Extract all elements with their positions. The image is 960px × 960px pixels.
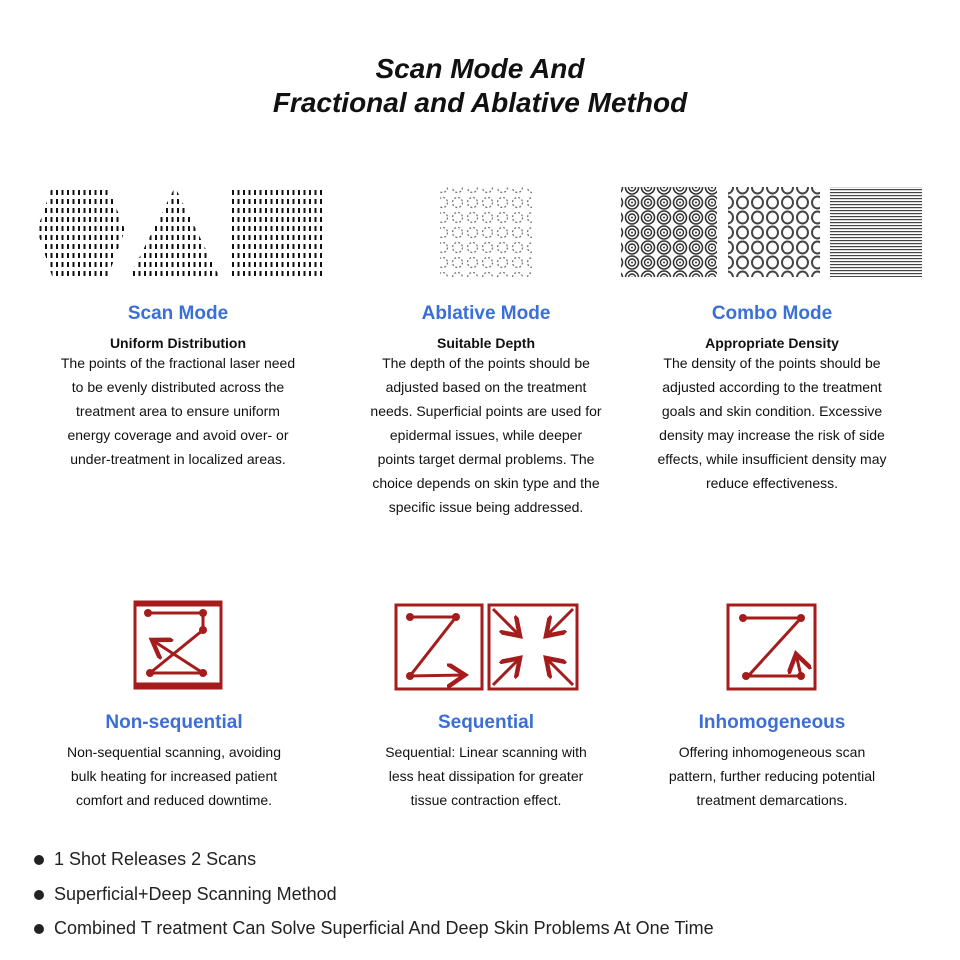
ablative-mode-section — [336, 303, 636, 519]
title-line-2: Fractional and Ablative Method — [272, 87, 688, 118]
bullet-icon — [34, 890, 44, 900]
section-heading: Combo Mode — [711, 303, 833, 324]
bullet-item — [34, 918, 714, 939]
bullet-item — [34, 849, 256, 870]
section-text: The points of the fractional laser need to be evenly distributed across the treatment area to ensure uniform energy coverage and avoid over- or under-treatment in localized areas. — [60, 355, 296, 467]
section-heading: Non-sequential — [105, 712, 243, 733]
section-text: The depth of the points should be adjusted based on the treatment needs. Superficial points are used for epidermal issues, while deeper points target dermal problems. The choice depends on skin type and the specific issue being addressed. — [370, 355, 602, 515]
section-heading: Ablative Mode — [421, 303, 551, 324]
bullet-text: Combined T reatment Can Solve Superficial And Deep Skin Problems At One Time — [54, 918, 714, 938]
spiral-pattern — [621, 187, 717, 277]
combo-mode-patterns — [621, 187, 922, 277]
bullet-icon — [34, 855, 44, 865]
triangle-pattern — [130, 187, 219, 276]
scan-mode-section — [28, 303, 328, 471]
line-pattern — [830, 187, 922, 277]
scan-mode-patterns — [37, 187, 323, 276]
section-subheading: Uniform Distribution — [109, 335, 247, 351]
hexagon-pattern — [37, 187, 125, 276]
section-text: The density of the points should be adjusted according to the treatment goals and skin condition. Excessive density may increase the risk of side effects, while insufficient density may reduce effectiveness. — [657, 355, 887, 491]
sequential-icon — [396, 605, 482, 689]
combo-mode-section — [622, 303, 922, 495]
bullet-text: Superficial+Deep Scanning Method — [54, 884, 337, 904]
converge-icon — [489, 605, 577, 689]
bullet-icon — [34, 924, 44, 934]
square-pattern — [229, 187, 323, 276]
bullet-text: 1 Shot Releases 2 Scans — [54, 849, 257, 869]
section-subheading: Appropriate Density — [705, 335, 839, 351]
inhomogeneous-section — [622, 712, 922, 812]
section-heading: Inhomogeneous — [698, 712, 846, 733]
section-heading: Scan Mode — [127, 303, 229, 324]
ablative-pattern — [440, 187, 532, 277]
title-line-1: Scan Mode And — [375, 53, 585, 84]
inhomogeneous-icon — [728, 605, 815, 689]
bullet-item — [34, 884, 337, 905]
non-sequential-section — [24, 712, 324, 812]
section-text: Offering inhomogeneous scan pattern, further reducing potential treatment demarcations. — [668, 744, 876, 808]
section-text: Non-sequential scanning, avoiding bulk heating for increased patient comfort and reduced downtime. — [66, 744, 282, 808]
ring-pattern — [728, 187, 820, 277]
scan-icons — [0, 598, 960, 698]
section-text: Sequential: Linear scanning with less heat dissipation for greater tissue contraction effect. — [385, 744, 587, 808]
page-title — [0, 52, 960, 120]
section-heading: Sequential — [437, 712, 535, 733]
non-sequential-icon — [135, 602, 221, 688]
sequential-section — [336, 712, 636, 812]
section-subheading: Suitable Depth — [436, 335, 535, 351]
